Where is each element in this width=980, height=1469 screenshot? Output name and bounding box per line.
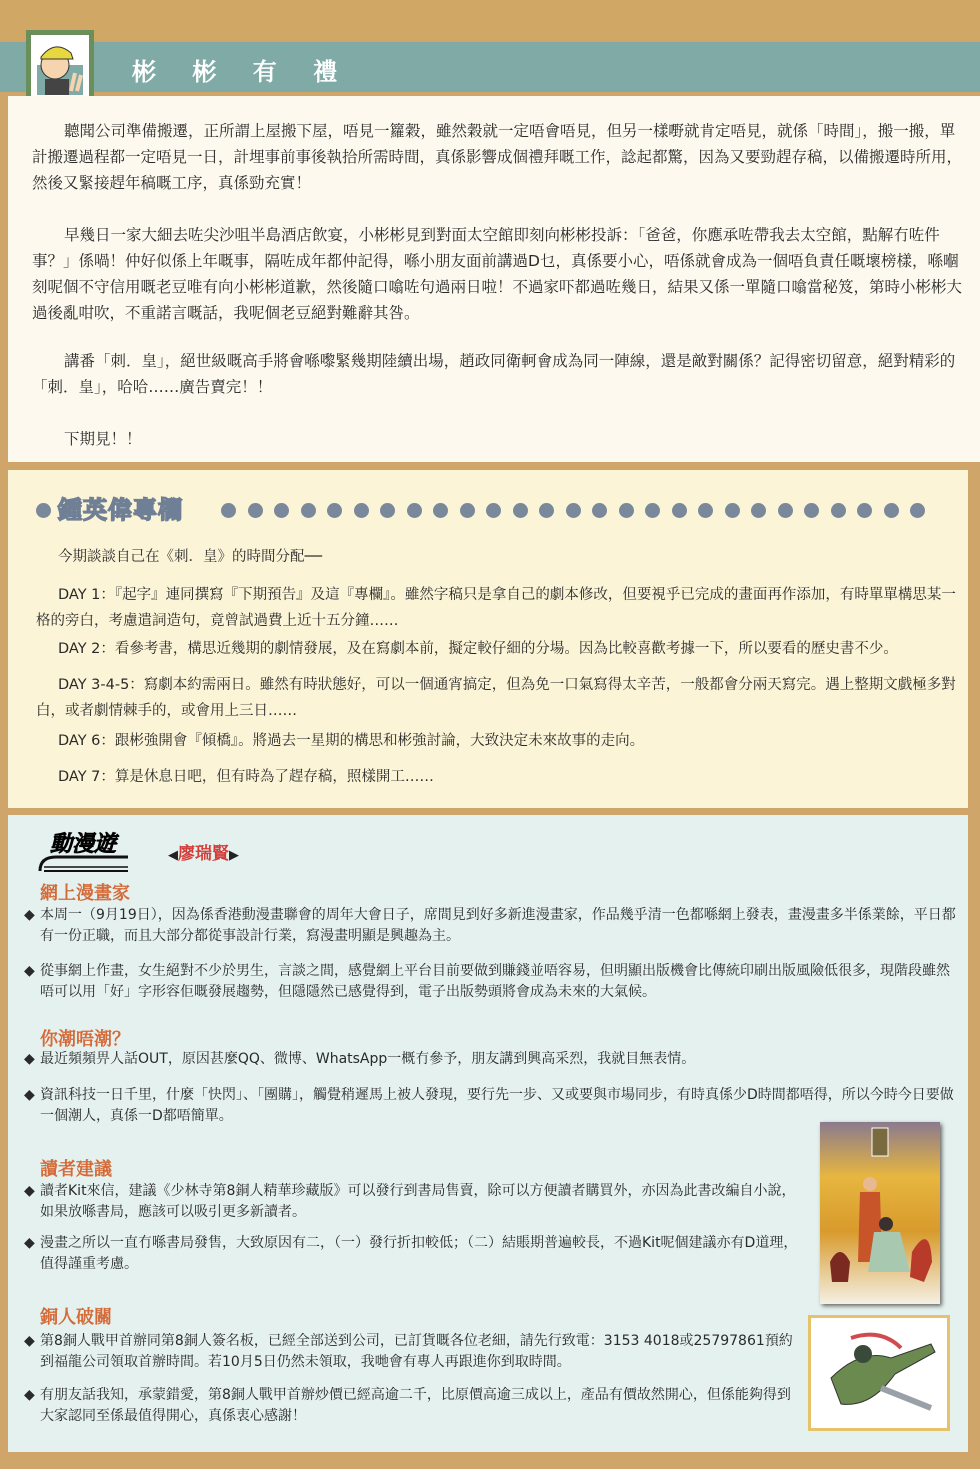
topic-heading: 網上漫畫家 [40,883,130,904]
list-item: ◆ 漫畫之所以一直冇喺書局發售，大致原因有二，（一）發行折扣較低；（二）結賬期普遍較長，不過Kit呢個建議亦有D道理，值得謹重考慮。 [24,1235,798,1272]
diamond-bullet-icon: ◆ [24,1183,35,1199]
dot-decoration [884,503,899,518]
diamond-bullet-icon: ◆ [24,1087,35,1103]
dot-decoration [460,503,475,518]
dot-decoration [407,503,422,518]
diamond-bullet-icon: ◆ [24,1333,35,1349]
dot-decoration [910,503,925,518]
dot-decoration [857,503,872,518]
left-triangle-icon: ◀ [168,848,178,863]
dot-decoration [804,503,819,518]
section-column-chung [8,470,968,808]
dot-decoration [592,503,607,518]
diamond-bullet-icon: ◆ [24,1235,35,1251]
author-label: 廖瑞賢 [178,844,229,864]
dot-decoration [698,503,713,518]
dot-decoration [301,503,316,518]
column-title: 彬 彬 有 禮 [132,58,352,86]
diamond-bullet-icon: ◆ [24,1051,35,1067]
dot-decoration [221,503,236,518]
paragraph: DAY 3-4-5：寫劇本約需兩日。雖然有時狀態好，可以一個通宵搞定，但為免一口氣寫得太辛苦，一般都會分兩天寫完。遇上整期文戲極多對白，或者劇情棘手的，或會用上三日…… [36,677,956,719]
dot-decoration [831,503,846,518]
dot-decoration [513,503,528,518]
list-item: ◆ 本周一（9月19日），因為係香港動漫畫聯會的周年大會日子，席間見到好多新進漫畫家，作品幾乎清一色都喺網上發表，畫漫畫多半係業餘，平日都有一份正職，而且大部分都從事設計行業，寫漫畫明顯是興趣為主。 [24,907,956,944]
dot-decoration [778,503,793,518]
diamond-bullet-icon: ◆ [24,963,35,979]
topic-heading: 你潮唔潮？ [40,1029,130,1050]
dot-decoration [433,503,448,518]
dot-decoration [380,503,395,518]
list-item: ◆ 讀者Kit來信，建議《少林寺第8銅人精華珍藏版》可以發行到書局售賣，除可以方便讀者購買外，亦因為此書改編自小說，如果放喺書局，應該可以吸引更多新讀者。 [24,1183,796,1220]
dot-decoration [619,503,634,518]
topic-heading: 讀者建議 [40,1159,112,1180]
top-banner-bar [0,0,980,40]
list-item: ◆ 最近頻頻畀人話OUT，原因甚麼QQ、微博、WhatsApp一概冇參予，朋友講到興高采烈，我就目無表情。 [24,1049,960,1070]
paragraph: 聽聞公司準備搬遷，正所謂上屋搬下屋，唔見一籮穀，雖然穀就一定唔會唔見，但另一樣嘢就肯定唔見，就係「時間」，搬一搬，單計搬遷過程都一定唔見一日，計埋事前事後執拾所需時間，真係影響成個禮拜嘅工作，諗起都驚，因為又要勁趕存稿，以備搬遷時所用，然後又緊接趕年稿嘅工序，真係勁充實！ [32,122,963,192]
dot-decoration [725,503,740,518]
list-item: ◆ 資訊科技一日千里，什麼「快閃」、「團購」，觸覺稍遲馬上被人發現，要行先一步、又或要與市場同步，有時真係少D時間都唔得，所以今時今日要做一個潮人，真係一D都唔簡單。 [24,1087,954,1124]
kungfu-illustration [808,1315,950,1431]
paragraph: 早幾日一家大細去咗尖沙咀半島酒店飲宴，小彬彬見到對面太空館即刻向彬彬投訴：「爸爸，你應承咗帶我去太空館，點解冇咗件事？」係喎！仲好似係上年嘅事，隔咗成年都仲記得，喺小朋友面前講過D乜，真係要小心，唔係就會成為一個唔負責任嘅壞榜樣，喺嗰刻呢個不守信用嘅老豆唯有向小彬彬道歉，然後隨口噏咗句過兩日啦！不過家吓都過咗幾日，結果又係一單隨口噏當秘笈，第時小彬彬大過後亂咁吹，不重諾言嘅話，我呢個老豆絕對難辭其咎。 [32,226,963,322]
book-cover-image [820,1122,940,1304]
dot-decoration [566,503,581,518]
dot-decoration [274,503,289,518]
paragraph: 講番「刺．皇」，絕世級嘅高手將會喺嚟緊幾期陸續出場，趙政同衛軻會成為同一陣線，還是敵對關係？記得密切留意，絕對精彩的「刺．皇」，哈哈……廣告賣完！！ [32,352,956,396]
dot-decoration [645,503,660,518]
dot-decoration [486,503,501,518]
list-item: ◆ 從事網上作畫，女生絕對不少於男生，言談之間，感覺網上平台目前要做到賺錢並唔容易，但明顯出版機會比傳統印刷出版風險低很多，現階段雖然唔可以用「好」字形容佢嘅發展趨勢，但隱隱然已感覺得到，電子出版勢頭將會成為未來的大氣候。 [24,963,950,1000]
dot-decoration [751,503,766,518]
mascot-icon [26,30,94,106]
diamond-bullet-icon: ◆ [24,907,35,923]
paragraph: 今期談談自己在《刺．皇》的時間分配── [58,549,322,565]
right-triangle-icon: ▶ [229,848,239,863]
dot-decoration [36,503,51,518]
topic-heading: 銅人破關 [40,1307,112,1328]
list-item: ◆ 第8銅人戰甲首辦同第8銅人簽名板，已經全部送到公司，已訂貨嘅各位老細，請先行致電：3153 4018或25797861預約到福龍公司領取首辦時間。若10月5日仍然未領取，我哋會有專人再跟進你到取時間。 [24,1333,793,1370]
dot-decoration [354,503,369,518]
section-title: 鍾英偉專欄 [58,496,183,524]
dot-decoration [248,503,263,518]
diamond-bullet-icon: ◆ [24,1387,35,1403]
paragraph: DAY 2：看參考書，構思近幾期的劇情發展，及在寫劇本前，擬定較仔細的分場。因為比較喜歡考據一下，所以要看的歷史書不少。 [58,641,898,657]
list-item: ◆ 有朋友話我知，承蒙錯愛，第8銅人戰甲首辦炒價已經高逾二千，比原價高逾三成以上，產品有價故然開心，但係能夠得到大家認同至係最值得開心，真係衷心感謝！ [24,1387,791,1424]
author-name [168,839,239,864]
paragraph: DAY 7：算是休息日吧，但有時為了趕存稿，照樣開工…… [58,769,434,785]
section-bin-bin-you-li [8,96,980,462]
dot-decoration [672,503,687,518]
logo-text: 動漫遊 [50,832,117,857]
paragraph: DAY 1：『起字』連同撰寫『下期預告』及這『專欄』。雖然字稿只是拿自己的劇本修改，但要視乎已完成的畫面再作添加，有時單單構思某一格的旁白，考慮遣詞造句，竟曾試過費上近十五分鐘…… [36,587,956,629]
paragraph: 下期見！！ [64,430,142,448]
paragraph: DAY 6：跟彬強開會『傾橋』。將過去一星期的構思和彬強討論，大致決定未來故事的走向。 [58,733,645,749]
dot-decoration [539,503,554,518]
dot-decoration [327,503,342,518]
